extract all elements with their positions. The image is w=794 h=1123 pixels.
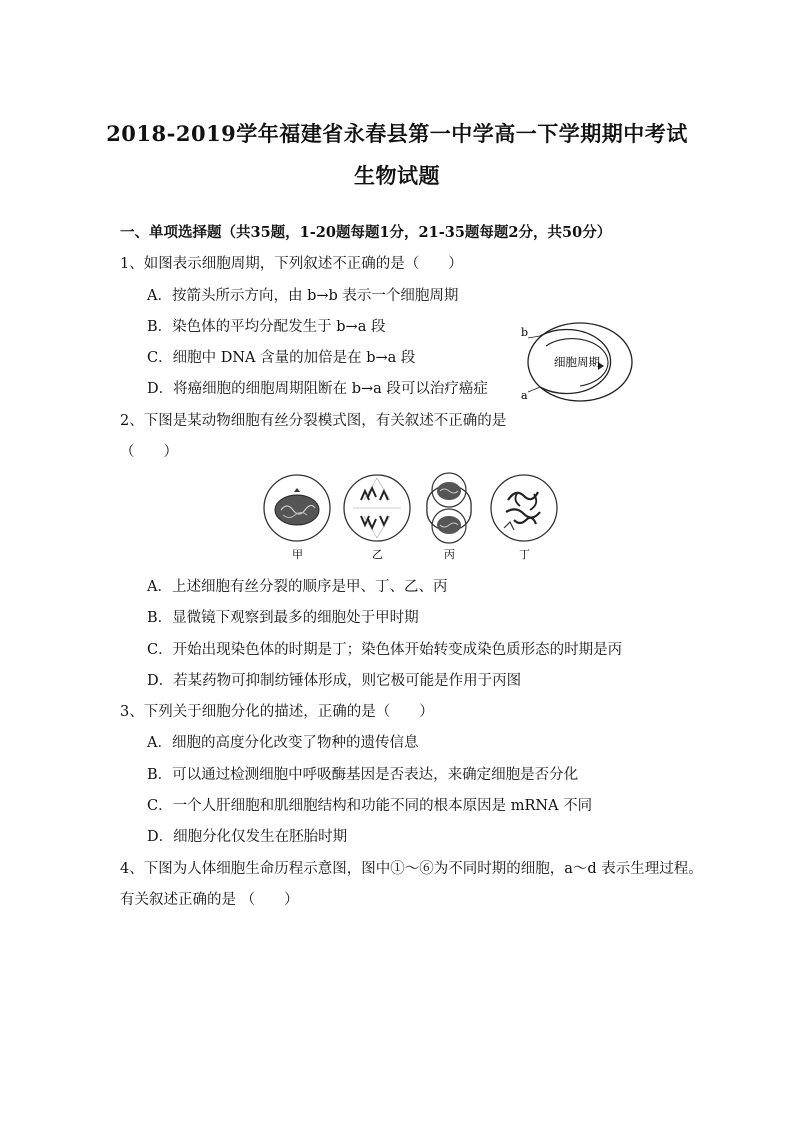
question-3-option-c: C．一个人肝细胞和肌细胞结构和功能不同的根本原因是 mRNA 不同 (147, 798, 593, 814)
cell-ding (491, 475, 557, 541)
question-1-option-d: D．将癌细胞的细胞周期阻断在 b→a 段可以治疗癌症 (147, 381, 488, 397)
question-1-option-a: A．按箭头所示方向，由 b→b 表示一个细胞周期 (147, 288, 459, 304)
cell-cycle-label: 细胞周期 (554, 355, 600, 369)
question-3-option-d: D．细胞分化仅发生在胚胎时期 (147, 829, 348, 845)
question-3-option-a: A．细胞的高度分化改变了物种的遗传信息 (147, 735, 419, 751)
question-1-stem: 1、如图表示细胞周期，下列叙述不正确的是（ ） (120, 256, 463, 272)
cell-cycle-figure (518, 310, 638, 405)
question-1-option-c: C．细胞中 DNA 含量的加倍是在 b→a 段 (147, 350, 416, 366)
cell-jia (264, 475, 330, 541)
question-2-option-c: C．开始出现染色体的时期是丁；染色体开始转变成染色质形态的时期是丙 (147, 642, 623, 658)
exam-subtitle: 生物试题 (354, 163, 440, 188)
mitosis-figure (256, 470, 566, 562)
question-4-stem: 4、下图为人体细胞生命历程示意图，图中①～⑥为不同时期的细胞，a～d 表示生理过程。 (120, 861, 703, 877)
question-3-option-b: B．可以通过检测细胞中呼吸酶基因是否表达，来确定细胞是否分化 (147, 767, 579, 783)
question-3-stem: 3、下列关于细胞分化的描述，正确的是（ ） (120, 704, 434, 720)
figure-label-ding: 丁 (519, 548, 530, 561)
question-2-stem: 2、下图是某动物细胞有丝分裂模式图，有关叙述不正确的是 (120, 413, 507, 429)
question-2-option-a: A．上述细胞有丝分裂的顺序是甲、丁、乙、丙 (147, 579, 448, 595)
question-2-option-d: D．若某药物可抑制纺锤体形成，则它极可能是作用于丙图 (147, 673, 522, 689)
label-b: b (521, 326, 529, 339)
question-4-stem-cont: 有关叙述正确的是 （ ） (120, 892, 299, 908)
section-heading: 一、单项选择题（共35题，1-20题每题1分，21-35题每题2分，共50分） (120, 224, 612, 241)
cell-yi (344, 475, 410, 541)
question-2-stem-cont: （ ） (120, 444, 178, 460)
exam-title: 2018-2019学年福建省永春县第一中学高一下学期期中考试 (106, 121, 688, 146)
figure-label-bing: 丙 (444, 548, 455, 561)
question-2-option-b: B．显微镜下观察到最多的细胞处于甲时期 (147, 610, 419, 626)
label-a: a (521, 389, 528, 402)
cell-bing (427, 473, 471, 543)
question-1-option-b: B．染色体的平均分配发生于 b→a 段 (147, 319, 386, 335)
figure-label-jia: 甲 (292, 548, 303, 561)
figure-label-yi: 乙 (372, 548, 383, 561)
